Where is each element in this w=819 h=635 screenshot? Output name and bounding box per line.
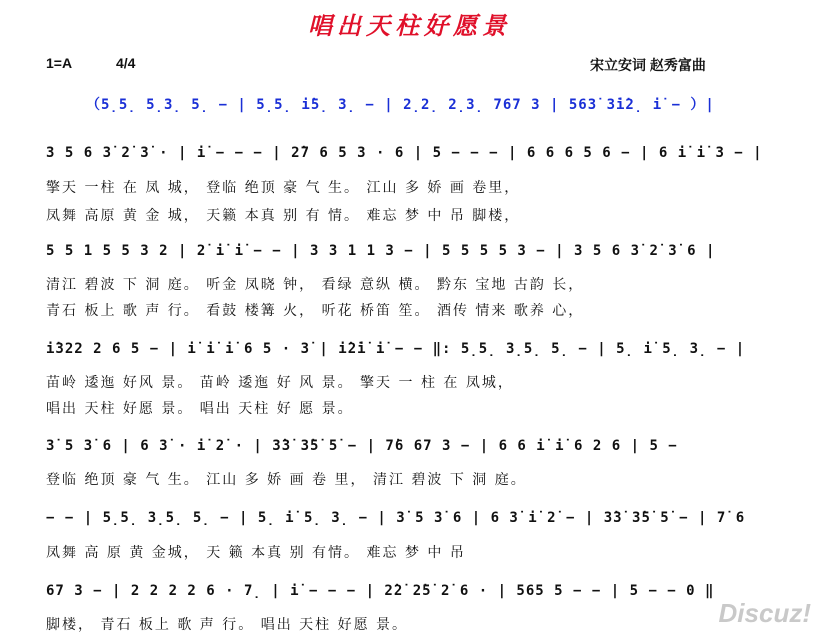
lyric-line-4: 登临 绝顶 豪 气 生。 江山 多 娇 画 卷 里， 清江 碧波 下 洞 庭。 [46,472,527,488]
song-title: 唱出天柱好愿景 [308,11,511,40]
lyric-line-1b: 凤舞 高原 黄 金 城， 天籁 本真 别 有 情。 难忘 梦 中 吊 脚楼， [46,208,521,224]
lyric-line-3b: 唱出 天柱 好愿 景。 唱出 天柱 好 愿 景。 [46,401,354,417]
intro-line: （5̣5̣ 5̣3̣ 5̣ − | 5̣5̣ i̇5̣ 3̣ − | 2̣2̣ 2̣3̣ 767 3 | 563̇ 3̇i̇2̣ i̇ − ）| [86,97,715,113]
lyric-line-3a: 苗岭 逶迤 好风 景。 苗岭 逶迤 好 风 景。 擎天 一 柱 在 凤城， [46,375,514,391]
notation-line-2: 5 5 1 5 5 3 2 | 2̇ i̇ i̇ − − | 3 3 1 1 3 − | 5 5 5 5 3 − | 3 5 6 3̇ 2̇ 3̇ 6 | [46,243,716,259]
lyric-line-2a: 清江 碧波 下 洞 庭。 听金 凤晓 钟， 看绿 意纵 横。 黔东 宝地 古韵 长， [46,277,585,293]
notation-line-3: i̇322 2 6 5 − | i̇ i̇ i̇ 6 5 · 3̇ | i̇2̇i̇ i̇ − − ‖: 5̣5̣ 3̣5̣ 5̣ − | 5̣ i̇ 5̣ 3̣ − | [46,341,746,357]
key-signature: 1=A [46,55,73,71]
lyric-line-5: 凤舞 高 原 黄 金城， 天 籁 本真 别 有情。 难忘 梦 中 吊 [46,545,466,561]
time-signature: 4/4 [116,55,136,71]
lyric-line-2b: 青石 板上 歌 声 行。 看鼓 楼篝 火， 听花 桥笛 笙。 酒传 情来 歌养 心， [46,303,585,319]
watermark-logo: Discuz! [718,598,811,628]
notation-line-6: 67 3 − | 2 2 2 2 6 · 7̣ | i̇ − − − | 2̇2̇ 2̇5̇ 2̇ 6 · | 565 5 − − | 5 − − 0 ‖ [46,583,715,599]
lyric-line-6: 脚楼， 青石 板上 歌 声 行。 唱出 天柱 好愿 景。 [46,617,409,633]
credits: 宋立安词 赵秀富曲 [590,57,706,73]
notation-line-4: 3̇ 5 3̇ 6 | 6 3̇ · i̇ 2̇ · | 3̇3̇ 3̇5̇ 5̇ − | 7̇6 67 3 − | 6 6 i̇ i̇ 6 2 6 | 5 − [46,438,678,454]
notation-line-1: 3 5 6 3̇ 2̇ 3̇ · | i̇ − − − | 2̇7 6 5 3 · 6 | 5 − − − | 6 6 6 5 6 − | 6 i̇ i̇ 3 − | [46,145,763,161]
lyric-line-1a: 擎天 一柱 在 凤 城， 登临 绝顶 豪 气 生。 江山 多 娇 画 卷里， [46,180,521,196]
notation-line-5: − − | 5̣5̣ 3̣5̣ 5̣ − | 5̣ i̇ 5̣ 3̣ − | 3̇ 5 3̇ 6 | 6 3̇ i̇ 2̇ − | 3̇3̇ 3̇5̇ 5̇ − | 7̇ 6 [46,510,746,526]
